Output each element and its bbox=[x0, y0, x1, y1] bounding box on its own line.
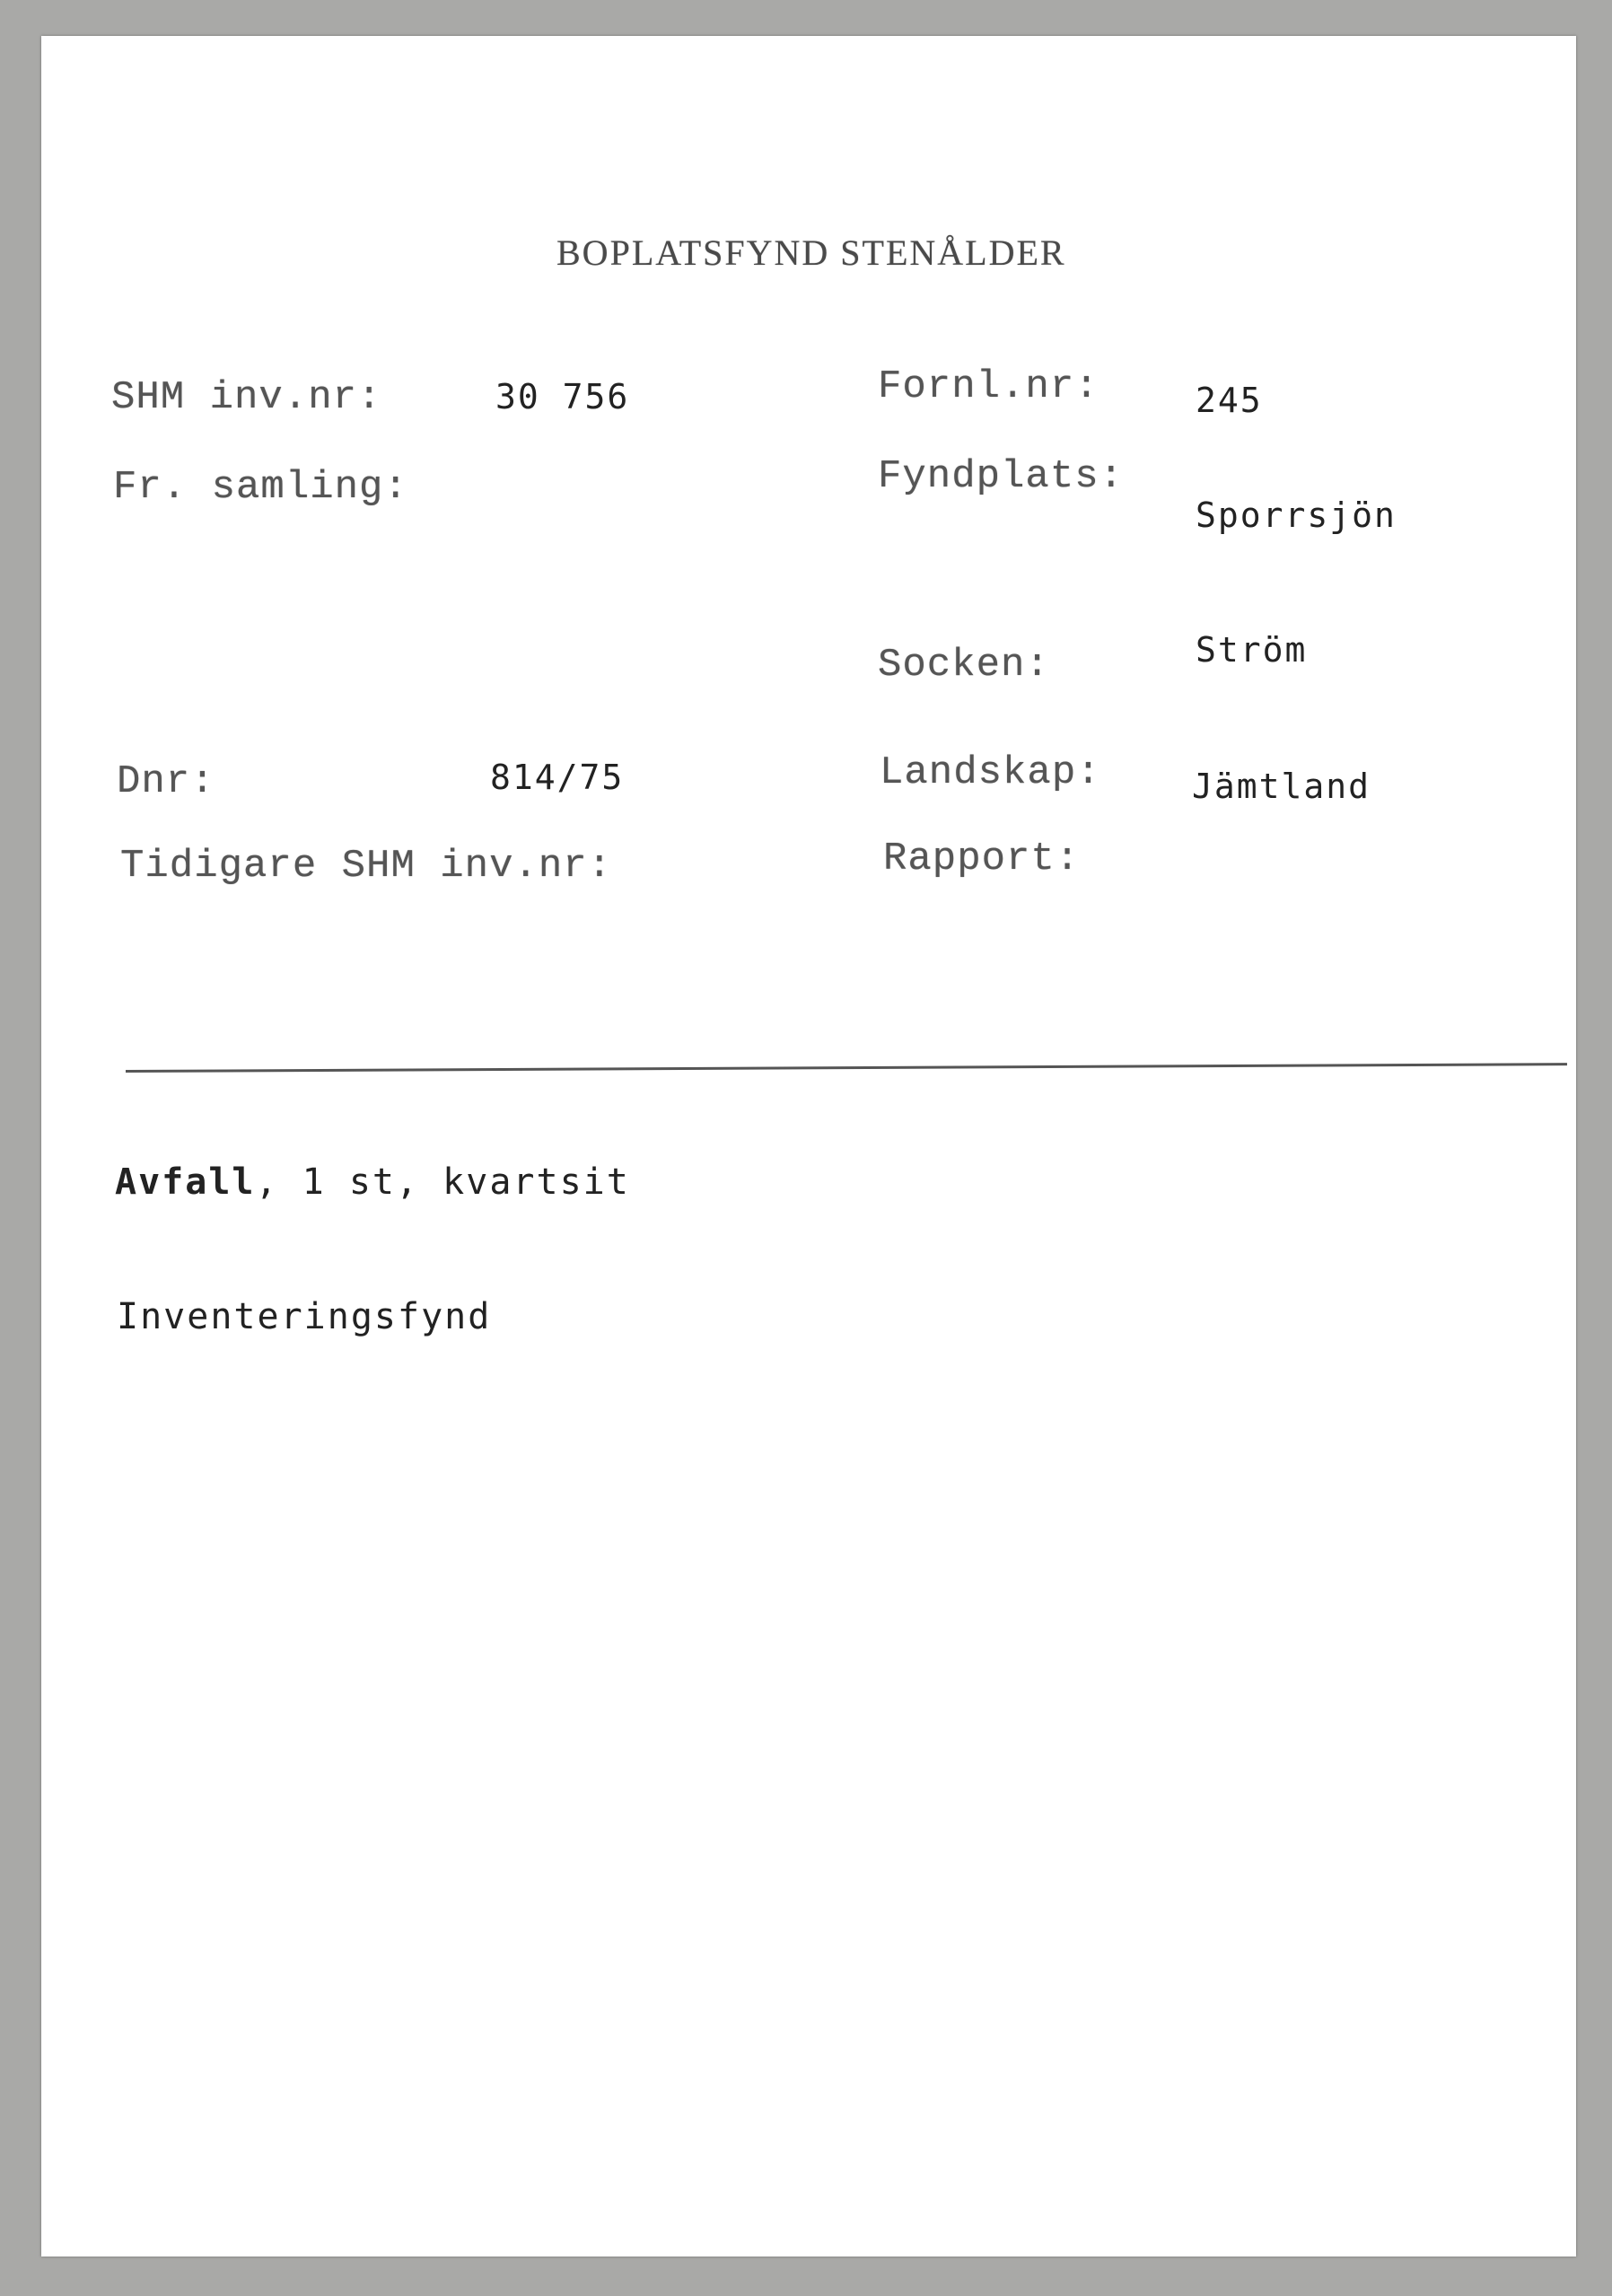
socken-value: Ström bbox=[1196, 630, 1308, 670]
card-title: BOPLATSFYND STENÅLDER bbox=[556, 232, 1066, 273]
fornl-nr-value: 245 bbox=[1196, 381, 1263, 420]
dnr-value: 814/75 bbox=[490, 758, 625, 797]
divider-line bbox=[126, 1063, 1567, 1073]
landskap-value: Jämtland bbox=[1192, 767, 1371, 806]
fornl-nr-label: Fornl.nr: bbox=[878, 364, 1099, 409]
item-description bbox=[115, 1161, 630, 1203]
landskap-label: Landskap: bbox=[880, 750, 1101, 795]
rapport-label: Rapport: bbox=[883, 837, 1081, 881]
tidigare-shm-inv-label: Tidigare SHM inv.nr: bbox=[120, 844, 613, 889]
item-details: , 1 st, kvartsit bbox=[255, 1161, 630, 1203]
fr-samling-label: Fr. samling: bbox=[113, 465, 408, 510]
item-name: Avfall bbox=[115, 1161, 256, 1203]
socken-label: Socken: bbox=[878, 643, 1050, 688]
fyndplats-label: Fyndplats: bbox=[878, 454, 1125, 499]
shm-inv-label: SHM inv.nr: bbox=[111, 375, 382, 420]
dnr-label: Dnr: bbox=[117, 759, 215, 804]
fyndplats-value: Sporrsjön bbox=[1196, 495, 1397, 535]
catalog-card bbox=[41, 36, 1576, 2257]
find-note: Inventeringsfynd bbox=[117, 1296, 492, 1337]
shm-inv-value: 30 756 bbox=[495, 377, 630, 416]
